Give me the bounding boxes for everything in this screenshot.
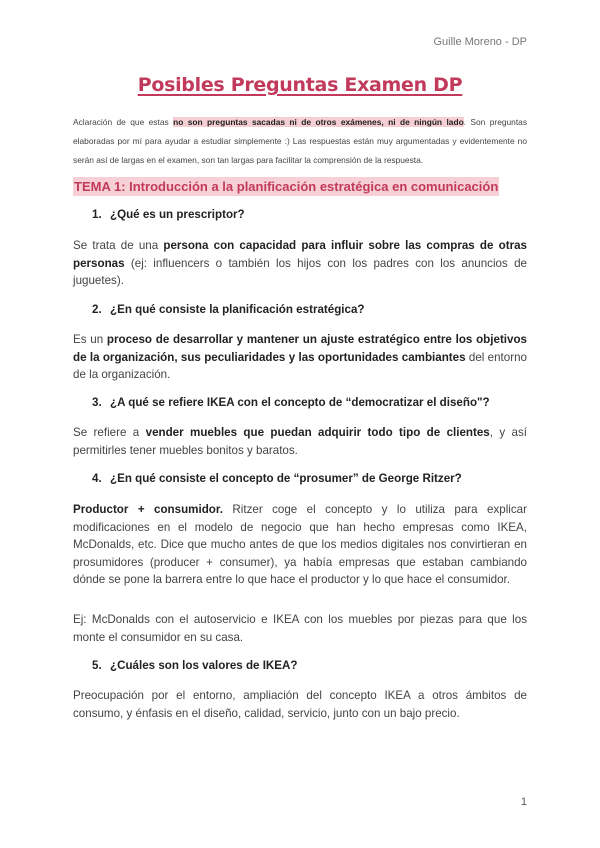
answer-text: Preocupación por el entorno, ampliación del concepto IKEA a otros ámbitos de consumo, y énfasis en el diseño, calidad, servicio, junto con un bajo precio. — [73, 689, 527, 720]
answer-bold-text: proceso de desarrollar y mantener un ajuste estratégico entre los objetivos de la organización, sus peculiaridades y las oportunidades cambiantes — [73, 333, 527, 364]
answer-5 — [73, 687, 527, 722]
question-text: ¿Qué es un prescriptor? — [110, 208, 245, 221]
question-number: 1. — [92, 208, 102, 221]
intro-highlight: no son preguntas sacadas ni de otros exámenes, ni de ningún lado — [173, 117, 464, 127]
answer-text: Ritzer coge el concepto y lo utiliza para explicar modificaciones en el modelo de negocio que han hecho empresas como IKEA, McDonalds, etc. Dice que mucho antes de que los medios digitales nos convirtieran en prosumidores (producer + consumer), ya había empresas que estaban cambiando dónde se pone la barrera entre lo que hace el productor y lo que hace el consumidor. — [73, 503, 527, 587]
question-number: 2. — [92, 303, 102, 316]
intro-paragraph — [73, 113, 527, 170]
question-number: 5. — [92, 659, 102, 672]
question-text: ¿A qué se refiere IKEA con el concepto de “democratizar el diseño"? — [110, 396, 490, 409]
intro-text: . Son preguntas elaboradas por mí para ayudar a estudiar simplemente :) Las respuestas están muy argumentadas y evidentemente no serán así de largas en el examen, son tan largas para facilitar la comprensión de la respuesta. — [73, 117, 528, 165]
section-heading: TEMA 1: Introducción a la planificación estratégica en comunicación — [74, 179, 499, 194]
document-title: Posibles Preguntas Examen DP — [137, 74, 463, 96]
answer-text: Es un — [73, 333, 107, 346]
question-5 — [92, 659, 298, 672]
question-number: 4. — [92, 472, 102, 485]
answer-text: , y así permitirles tener muebles bonitos y baratos. — [73, 426, 527, 457]
question-number: 3. — [92, 396, 102, 409]
page-number: 1 — [520, 796, 527, 808]
answer-bold-text: persona con capacidad para influir sobre las compras de otras personas — [73, 239, 527, 270]
answer-bold-text: vender muebles que puedan adquirir todo tipo de clientes — [145, 426, 490, 439]
question-text: ¿En qué consiste la planificación estratégica? — [110, 303, 365, 316]
intro-text: Aclaración de que estas — [73, 117, 174, 127]
answer-4-example: Ej: McDonalds con el autoservicio e IKEA con los muebles por piezas para que los monte el consumidor en su casa. — [73, 613, 527, 644]
question-text: ¿En qué consiste el concepto de “prosumer” de George Ritzer? — [110, 472, 462, 485]
answer-text: (ej: influencers o también los hijos con los padres con los anuncios de juguetes). — [73, 256, 527, 288]
question-4 — [92, 472, 462, 485]
answer-2 — [73, 331, 527, 384]
question-3 — [92, 396, 490, 409]
answer-bold-text: Productor + consumidor. — [73, 503, 223, 516]
answer-3 — [73, 424, 527, 459]
answer-text: Se refiere a — [73, 426, 146, 439]
page-header: Guille Moreno - DP — [433, 36, 527, 48]
answer-4 — [73, 501, 527, 589]
question-2 — [92, 303, 365, 316]
answer-text: del entorno de la organización. — [73, 350, 527, 382]
answer-text: Se trata de una — [73, 239, 164, 252]
question-1 — [92, 208, 245, 221]
answer-1 — [73, 237, 527, 290]
question-text: ¿Cuáles son los valores de IKEA? — [110, 659, 298, 672]
